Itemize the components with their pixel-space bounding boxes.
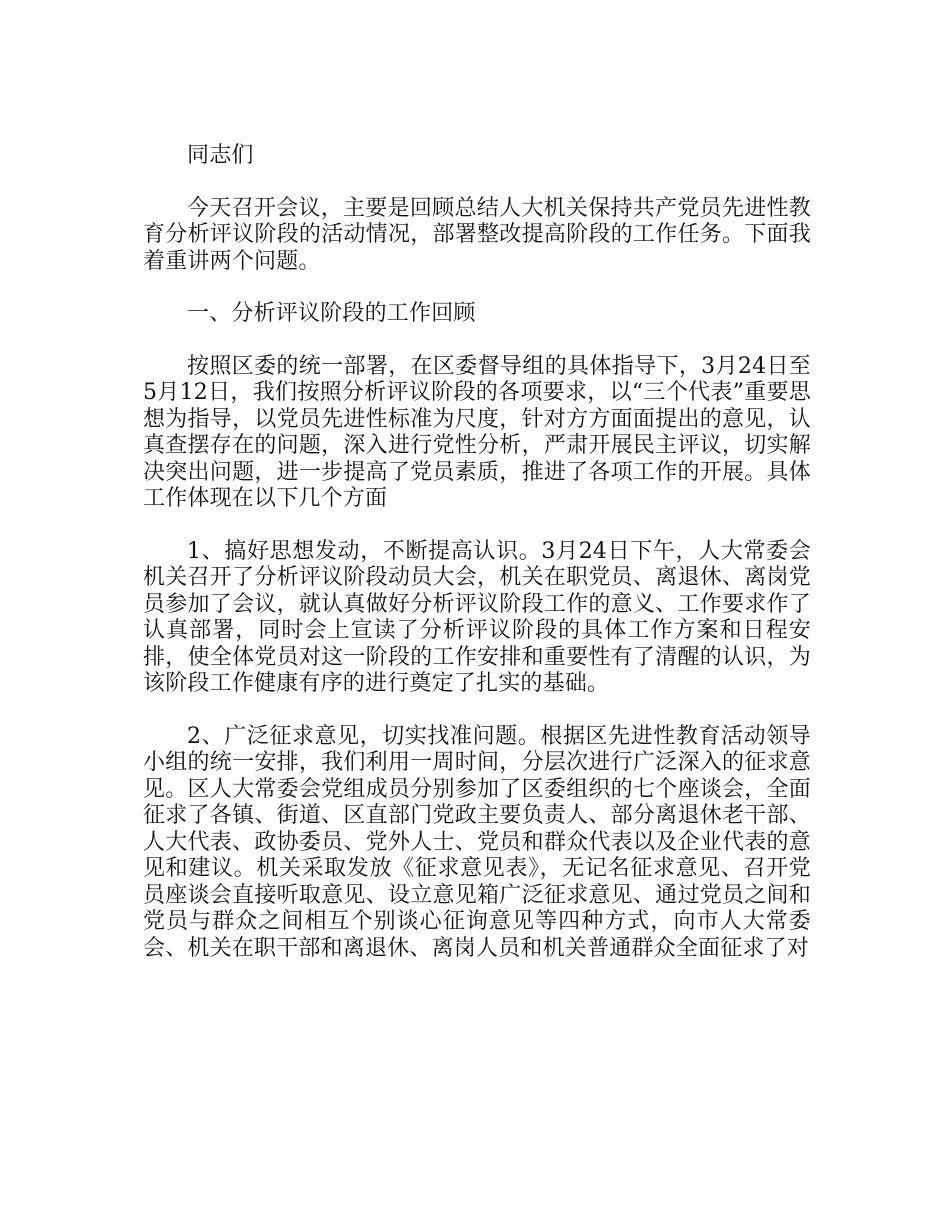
body-paragraph: 2、广泛征求意见，切实找准问题。根据区先进性教育活动领导小组的统一安排，我们利用一周时间，分层次进行广泛深入的征求意见。区人大常委会党组成员分别参加了区委组织的七个座谈会，全面征求了各镇、街道、区直部门党政主要负责人、部分离退休老干部、人大代表、政协委员、党外人士、党员和群众代表以及企业代表的意见和建议。机关采取发放《征求意见表》，无记名征求意见、召开党员座谈会直接听取意见、设立意见箱广泛征求意见、通过党员之间和党员与群众之间相互个别谈心征询意见等四种方式，向市人大常委会、机关在职干部和离退休、离岗人员和机关普通群众全面征求了对 (143, 723, 811, 961)
body-paragraph: 按照区委的统一部署，在区委督导组的具体指导下，3月24日至5月12日，我们按照分析评议阶段的各项要求，以“三个代表”重要思想为指导，以党员先进性标准为尺度，针对方方面面提出的意见，认真查摆存在的问题，深入进行党性分析，严肃开展民主评议，切实解决突出问题，进一步提高了党员素质，推进了各项工作的开展。具体工作体现在以下几个方面 (143, 353, 811, 511)
document-body (143, 143, 811, 988)
intro-paragraph: 今天召开会议，主要是回顾总结人大机关保持共产党员先进性教育分析评议阶段的活动情况，部署整改提高阶段的工作任务。下面我着重讲两个问题。 (143, 195, 811, 274)
section-heading: 一、分析评议阶段的工作回顾 (187, 301, 476, 326)
body-paragraph: 1、搞好思想发动，不断提高认识。3月24日下午，人大常委会机关召开了分析评议阶段动员大会，机关在职党员、离退休、离岗党员参加了会议，就认真做好分析评议阶段工作的意义、工作要求作了认真部署，同时会上宣读了分析评议阶段的具体工作方案和日程安排，使全体党员对这一阶段的工作安排和重要性有了清醒的认识，为该阶段工作健康有序的进行奠定了扎实的基础。 (143, 538, 811, 696)
salutation: 同志们 (187, 143, 254, 168)
